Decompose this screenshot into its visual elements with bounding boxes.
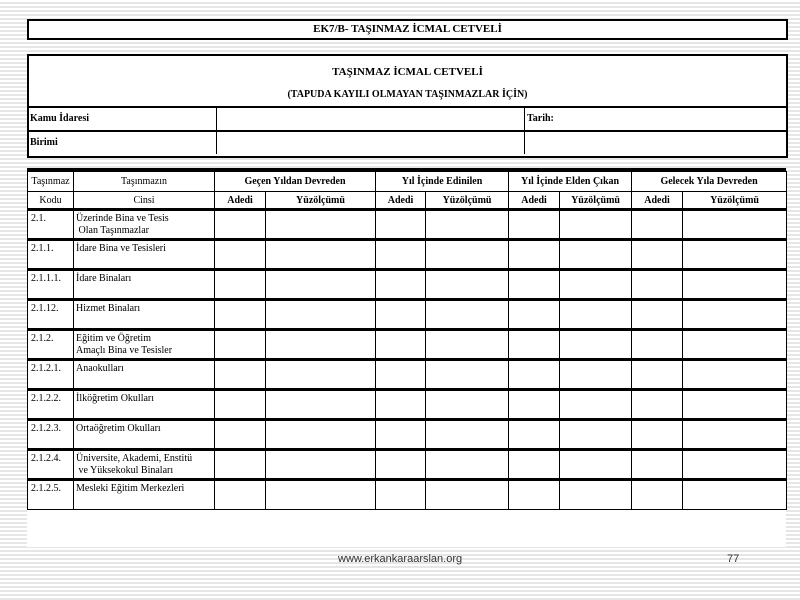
row-code: 2.1.2.2. xyxy=(28,390,74,420)
divider xyxy=(524,108,525,130)
row-name xyxy=(74,450,215,480)
row-name-line-1: Üzerinde Bina ve Tesis xyxy=(76,213,169,224)
cell-yuzolcumu[interactable] xyxy=(560,360,632,390)
table-row xyxy=(28,300,787,330)
inventory-table xyxy=(27,168,786,547)
col-type-header-2: Cinsi xyxy=(74,192,215,210)
footer-url: www.erkankaraarslan.org xyxy=(338,553,463,565)
cell-adedi[interactable] xyxy=(509,240,560,270)
form-title: EK7/B- TAŞINMAZ İCMAL CETVELİ xyxy=(27,19,788,40)
table-row xyxy=(28,480,787,510)
divider xyxy=(524,132,525,154)
cell-yuzolcumu[interactable] xyxy=(560,240,632,270)
cell-yuzolcumu[interactable] xyxy=(266,210,376,240)
row-name-line-2: Olan Taşınmazlar xyxy=(76,225,149,236)
cell-adedi[interactable] xyxy=(376,330,426,360)
birimi-row xyxy=(29,130,786,154)
row-name-line-2: Amaçlı Bina ve Tesisler xyxy=(76,345,173,356)
cell-adedi[interactable] xyxy=(632,270,683,300)
cell-yuzolcumu[interactable] xyxy=(426,390,509,420)
col-code-header-2: Kodu xyxy=(28,192,74,210)
cell-adedi[interactable] xyxy=(509,210,560,240)
cell-adedi[interactable] xyxy=(376,210,426,240)
col-type-header-1: Taşınmazın xyxy=(74,172,215,192)
cell-yuzolcumu[interactable] xyxy=(266,330,376,360)
cell-adedi[interactable] xyxy=(215,330,266,360)
header-title: TAŞINMAZ İCMAL CETVELİ xyxy=(332,66,483,78)
cell-adedi[interactable] xyxy=(215,210,266,240)
cell-yuzolcumu[interactable] xyxy=(560,450,632,480)
cell-adedi[interactable] xyxy=(376,450,426,480)
cell-yuzolcumu[interactable] xyxy=(560,300,632,330)
cell-adedi[interactable] xyxy=(376,420,426,450)
table-row xyxy=(28,270,787,300)
row-code: 2.1.2.4. xyxy=(28,450,74,480)
cell-yuzolcumu[interactable] xyxy=(683,480,787,510)
table-row xyxy=(28,330,787,360)
row-code: 2.1.1. xyxy=(28,240,74,270)
cell-adedi[interactable] xyxy=(376,390,426,420)
row-code: 2.1.2. xyxy=(28,330,74,360)
cell-yuzolcumu[interactable] xyxy=(683,330,787,360)
cell-yuzolcumu[interactable] xyxy=(683,420,787,450)
cell-adedi[interactable] xyxy=(509,330,560,360)
row-name xyxy=(74,420,215,450)
table-row xyxy=(28,390,787,420)
group-yil-ici-cikan: Yıl İçinde Elden Çıkan xyxy=(509,172,632,192)
cell-adedi[interactable] xyxy=(632,480,683,510)
cell-yuzolcumu[interactable] xyxy=(426,360,509,390)
sub-adedi: Adedi xyxy=(376,192,426,210)
cell-yuzolcumu[interactable] xyxy=(683,390,787,420)
row-name xyxy=(74,240,215,270)
sub-yuzolcumu: Yüzölçümü xyxy=(426,192,509,210)
sub-adedi: Adedi xyxy=(509,192,560,210)
cell-yuzolcumu[interactable] xyxy=(266,450,376,480)
cell-yuzolcumu[interactable] xyxy=(426,330,509,360)
cell-adedi[interactable] xyxy=(376,360,426,390)
cell-adedi[interactable] xyxy=(376,240,426,270)
cell-yuzolcumu[interactable] xyxy=(683,210,787,240)
table-row xyxy=(28,360,787,390)
cell-yuzolcumu[interactable] xyxy=(426,480,509,510)
cell-adedi[interactable] xyxy=(376,270,426,300)
cell-yuzolcumu[interactable] xyxy=(683,450,787,480)
row-name xyxy=(74,300,215,330)
cell-adedi[interactable] xyxy=(215,240,266,270)
header-subtitle: (TAPUDA KAYILI OLMAYAN TAŞINMAZLAR İÇİN) xyxy=(287,89,528,100)
row-name-line-1: Ortaöğretim Okulları xyxy=(76,423,161,434)
cell-adedi[interactable] xyxy=(509,450,560,480)
cell-yuzolcumu[interactable] xyxy=(426,420,509,450)
row-name-line-1: İdare Bina ve Tesisleri xyxy=(76,243,166,254)
cell-adedi[interactable] xyxy=(509,300,560,330)
row-name xyxy=(74,390,215,420)
row-name-line-1: İlköğretim Okulları xyxy=(76,393,155,404)
row-name-line-1: Anaokulları xyxy=(76,363,124,374)
table-row xyxy=(28,450,787,480)
cell-adedi[interactable] xyxy=(509,420,560,450)
row-name xyxy=(74,210,215,240)
cell-adedi[interactable] xyxy=(632,360,683,390)
cell-adedi[interactable] xyxy=(215,390,266,420)
row-name-line-1: Üniversite, Akademi, Enstitü xyxy=(76,453,193,464)
cell-yuzolcumu[interactable] xyxy=(560,420,632,450)
divider xyxy=(216,132,217,154)
row-code: 2.1.2.1. xyxy=(28,360,74,390)
row-name xyxy=(74,480,215,510)
cell-yuzolcumu[interactable] xyxy=(683,360,787,390)
group-gecen-yil: Geçen Yıldan Devreden xyxy=(215,172,376,192)
cell-adedi[interactable] xyxy=(632,450,683,480)
cell-adedi[interactable] xyxy=(215,360,266,390)
table-row xyxy=(28,240,787,270)
cell-yuzolcumu[interactable] xyxy=(266,420,376,450)
row-name-line-1: İdare Binaları xyxy=(76,273,132,284)
page-number: 77 xyxy=(727,553,740,565)
row-name xyxy=(74,360,215,390)
row-code: 2.1.2.5. xyxy=(28,480,74,510)
cell-adedi[interactable] xyxy=(215,300,266,330)
cell-adedi[interactable] xyxy=(632,210,683,240)
row-code: 2.1.12. xyxy=(28,300,74,330)
cell-adedi[interactable] xyxy=(632,390,683,420)
cell-adedi[interactable] xyxy=(509,270,560,300)
col-code-header-1: Taşınmaz xyxy=(28,172,74,192)
cell-adedi[interactable] xyxy=(509,390,560,420)
cell-adedi[interactable] xyxy=(376,300,426,330)
cell-adedi[interactable] xyxy=(215,420,266,450)
cell-adedi[interactable] xyxy=(632,420,683,450)
kamu-idaresi-label: Kamu İdaresi xyxy=(30,113,89,124)
cell-adedi[interactable] xyxy=(215,450,266,480)
divider xyxy=(216,108,217,130)
row-name-line-2: ve Yüksekokul Binaları xyxy=(76,465,174,476)
cell-yuzolcumu[interactable] xyxy=(266,300,376,330)
sub-yuzolcumu: Yüzölçümü xyxy=(560,192,632,210)
cell-yuzolcumu[interactable] xyxy=(560,210,632,240)
cell-yuzolcumu[interactable] xyxy=(426,300,509,330)
table-row xyxy=(28,210,787,240)
cell-yuzolcumu[interactable] xyxy=(266,270,376,300)
row-name-line-1: Mesleki Eğitim Merkezleri xyxy=(76,483,185,494)
table-row xyxy=(28,420,787,450)
sub-adedi: Adedi xyxy=(215,192,266,210)
group-yil-ici-edinilen: Yıl İçinde Edinilen xyxy=(376,172,509,192)
cell-yuzolcumu[interactable] xyxy=(683,300,787,330)
cell-yuzolcumu[interactable] xyxy=(560,330,632,360)
row-name-line-1: Eğitim ve Öğretim xyxy=(76,333,151,344)
row-name xyxy=(74,270,215,300)
cell-yuzolcumu[interactable] xyxy=(426,450,509,480)
cell-adedi[interactable] xyxy=(632,300,683,330)
cell-yuzolcumu[interactable] xyxy=(266,360,376,390)
sub-adedi: Adedi xyxy=(632,192,683,210)
row-name-line-1: Hizmet Binaları xyxy=(76,303,141,314)
cell-adedi[interactable] xyxy=(215,480,266,510)
kamu-idaresi-row xyxy=(29,106,786,130)
cell-adedi[interactable] xyxy=(215,270,266,300)
tarih-label: Tarih: xyxy=(527,113,554,124)
row-code: 2.1.2.3. xyxy=(28,420,74,450)
cell-yuzolcumu[interactable] xyxy=(426,210,509,240)
cell-yuzolcumu[interactable] xyxy=(426,240,509,270)
cell-yuzolcumu[interactable] xyxy=(560,270,632,300)
cell-adedi[interactable] xyxy=(376,480,426,510)
sub-yuzolcumu: Yüzölçümü xyxy=(266,192,376,210)
birimi-label: Birimi xyxy=(30,137,58,148)
group-gelecek-yil: Gelecek Yıla Devreden xyxy=(632,172,787,192)
cell-yuzolcumu[interactable] xyxy=(560,480,632,510)
cell-yuzolcumu[interactable] xyxy=(560,390,632,420)
cell-yuzolcumu[interactable] xyxy=(266,390,376,420)
row-code: 2.1. xyxy=(28,210,74,240)
cell-adedi[interactable] xyxy=(632,240,683,270)
sub-yuzolcumu: Yüzölçümü xyxy=(683,192,787,210)
cell-yuzolcumu[interactable] xyxy=(266,480,376,510)
form-header xyxy=(27,54,788,158)
row-code: 2.1.1.1. xyxy=(28,270,74,300)
cell-adedi[interactable] xyxy=(632,330,683,360)
cell-adedi[interactable] xyxy=(509,360,560,390)
cell-adedi[interactable] xyxy=(509,480,560,510)
cell-yuzolcumu[interactable] xyxy=(426,270,509,300)
cell-yuzolcumu[interactable] xyxy=(266,240,376,270)
cell-yuzolcumu[interactable] xyxy=(683,270,787,300)
cell-yuzolcumu[interactable] xyxy=(683,240,787,270)
row-name xyxy=(74,330,215,360)
